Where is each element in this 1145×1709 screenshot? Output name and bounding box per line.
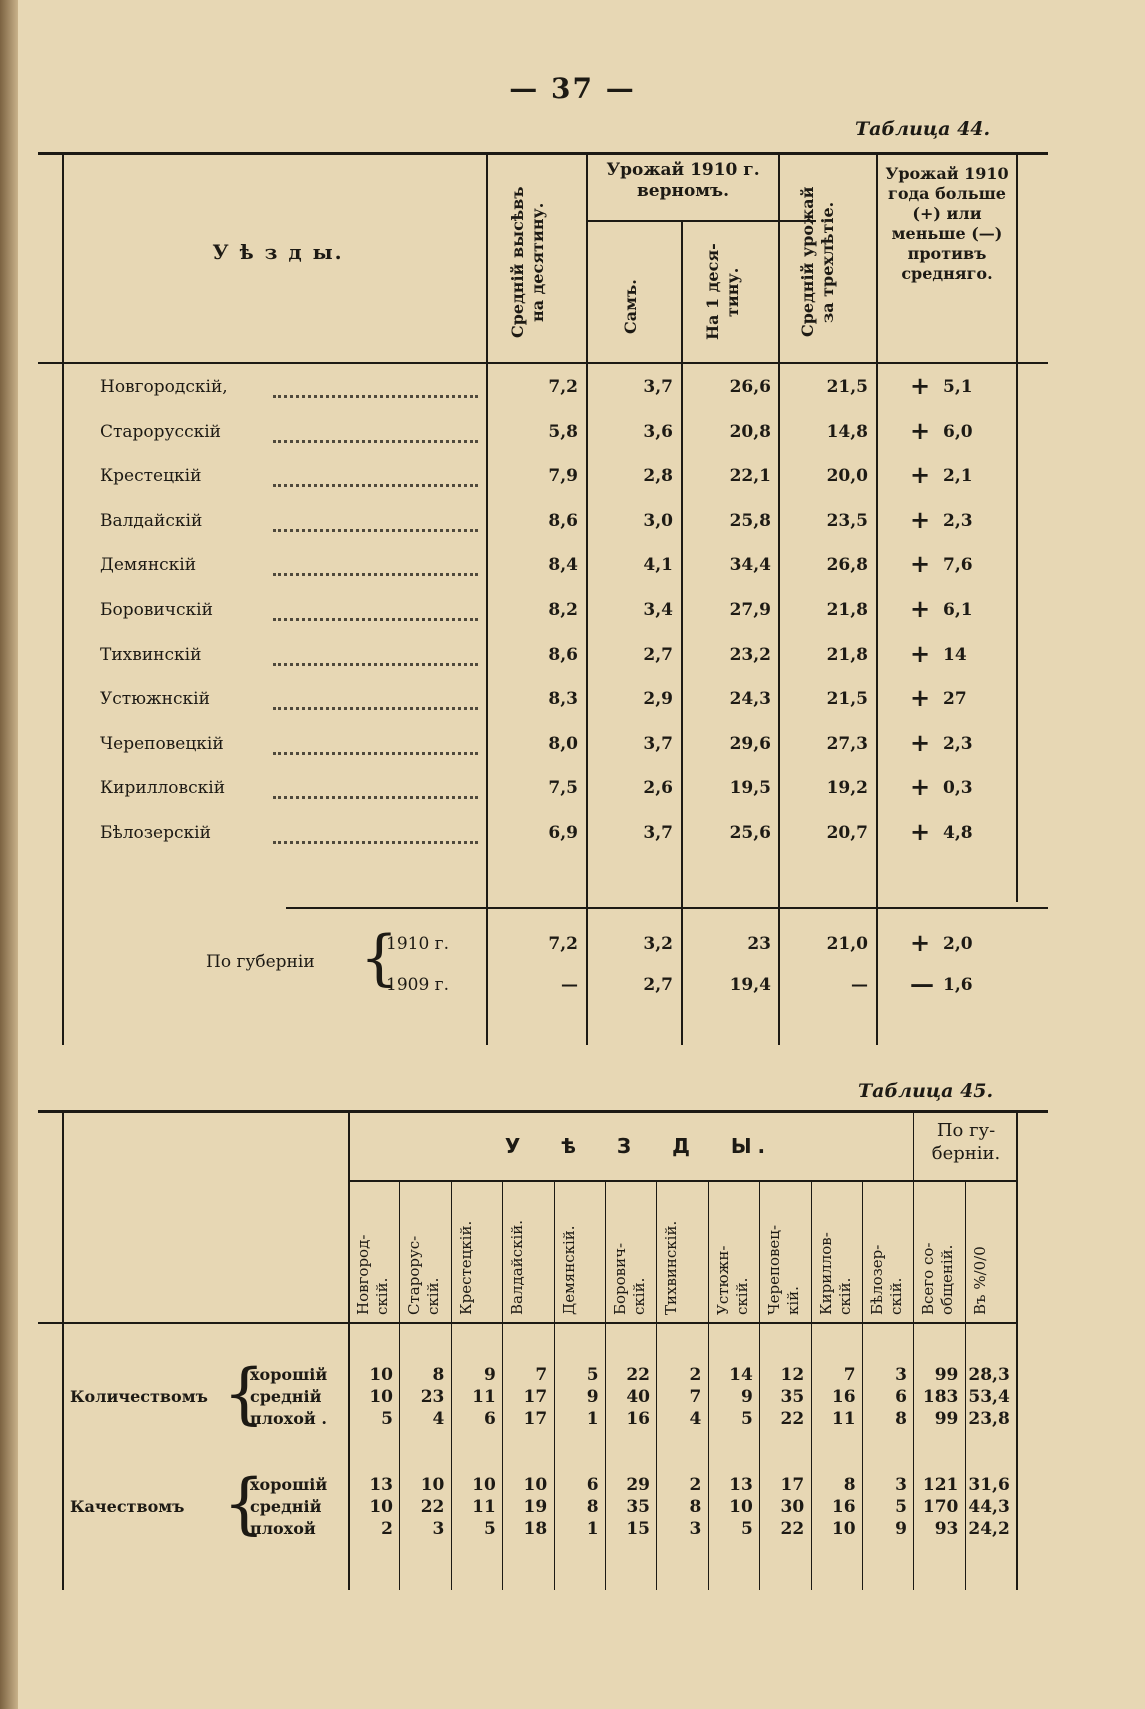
avg-value: 14,8: [826, 421, 868, 442]
cell-value: 6: [483, 1409, 496, 1429]
cell-value: 11: [472, 1497, 496, 1517]
cell-value: 9: [895, 1519, 907, 1539]
district-name: Новгородскiй,: [100, 377, 228, 397]
sam-value: 3,4: [643, 600, 673, 620]
sam-value: 3,7: [643, 823, 673, 843]
cell-value: 8: [843, 1475, 856, 1495]
table-45-header-rule: [38, 1322, 1016, 1324]
cell-value: 8: [689, 1497, 702, 1517]
diff-sign: +: [910, 549, 931, 579]
diff-sign: +: [910, 817, 931, 846]
diff-sign: +: [910, 638, 931, 668]
diff-sign: +: [910, 683, 931, 713]
table-44-right-border: [1016, 152, 1018, 902]
cell-value: 17: [780, 1475, 805, 1495]
avg-value: 21,8: [826, 644, 868, 665]
district-name: Устюжнскiй: [100, 689, 210, 710]
cell-value: 17: [523, 1387, 548, 1407]
cell-value: 44,3: [968, 1497, 1010, 1517]
leader-dots: [273, 821, 478, 844]
cell-value: 22: [780, 1409, 805, 1429]
cell-value: 7: [843, 1365, 856, 1385]
table-44-subheader-rule: [586, 220, 816, 222]
cell-value: 13: [369, 1475, 393, 1495]
column-header: Тихвинскiй.: [662, 1220, 681, 1315]
cell-value: 10: [369, 1387, 393, 1407]
cell-value: 2: [381, 1519, 393, 1539]
per-desyatina-value: 25,8: [729, 510, 771, 531]
diff-sign: +: [910, 772, 931, 802]
diff-value: 1,6: [943, 975, 973, 995]
cell-value: 6: [895, 1387, 907, 1407]
table-45-left-border: [62, 1110, 64, 1590]
cell-value: 53,4: [968, 1387, 1010, 1407]
sam-value: 2,7: [643, 644, 673, 665]
district-name: Боровичскiй: [100, 600, 213, 620]
sown-value: 8,2: [548, 600, 578, 620]
table-44-col-divider: [586, 152, 588, 1045]
cell-value: 22: [780, 1519, 805, 1539]
sam-value: 3,0: [643, 510, 673, 531]
district-name: Кирилловскiй: [100, 778, 226, 799]
column-header: Всего со- общенiй.: [919, 1242, 957, 1315]
column-header: Кириллов- скiй.: [816, 1232, 854, 1315]
cell-value: 16: [831, 1497, 856, 1517]
sam-value: 2,6: [643, 778, 673, 799]
sam-value: 3,6: [643, 421, 673, 442]
column-header: Въ %/0/0: [970, 1246, 989, 1315]
cell-value: 10: [831, 1519, 856, 1539]
per-desyatina-value: 20,8: [729, 421, 771, 442]
district-name: Череповецкiй: [100, 733, 224, 754]
cell-value: 18: [523, 1519, 548, 1539]
page-number: — 37 —: [509, 72, 636, 105]
diff-value: 6,0: [943, 421, 973, 442]
cell-value: 9: [586, 1387, 599, 1407]
leader-dots: [273, 776, 478, 799]
table-44-col-divider: [778, 152, 780, 1045]
diff-sign: —: [910, 969, 934, 998]
avg-value: 20,0: [826, 466, 868, 487]
cell-value: 16: [831, 1387, 856, 1407]
cell-value: 35: [626, 1497, 650, 1517]
cell-value: 6: [586, 1475, 599, 1495]
cell-value: 11: [831, 1409, 856, 1429]
sown-value: 6,9: [548, 823, 578, 843]
table-45-top-rule: [38, 1110, 1048, 1113]
per-desyatina-value: 19,5: [729, 778, 771, 799]
sown-value: —: [561, 975, 578, 995]
cell-value: 99: [934, 1409, 959, 1429]
cell-value: 10: [369, 1365, 393, 1385]
district-name: Бѣлозерскiй: [100, 823, 211, 843]
cell-value: 10: [523, 1475, 548, 1495]
district-name: Крестецкiй: [100, 466, 202, 487]
row-label: плохой: [250, 1519, 316, 1538]
cell-value: 28,3: [968, 1365, 1010, 1385]
header-avg-three-years: Среднiй урожай за трехлѣтiе.: [798, 186, 837, 338]
per-desyatina-value: 22,1: [729, 466, 771, 487]
cell-value: 40: [626, 1387, 650, 1407]
cell-value: 4: [432, 1409, 445, 1429]
diff-value: 6,1: [943, 600, 973, 620]
header-districts-group: У ѣ З Д Ы.: [504, 1134, 772, 1158]
table-44-col-divider: [486, 152, 488, 1045]
column-header: Бѣлозер- скiй.: [868, 1244, 905, 1315]
leader-dots: [273, 643, 478, 666]
district-name: Валдайскiй: [100, 510, 203, 531]
diff-value: 14: [943, 644, 967, 665]
cell-value: 9: [483, 1365, 496, 1385]
diff-value: 27: [943, 689, 967, 710]
leader-dots: [273, 732, 478, 755]
cell-value: 17: [523, 1409, 548, 1429]
row-label: плохой .: [250, 1409, 327, 1428]
cell-value: 2: [689, 1475, 702, 1495]
leader-dots: [273, 375, 478, 398]
cell-value: 4: [689, 1409, 702, 1429]
column-header: Крестецкiй.: [456, 1220, 475, 1315]
district-name: Тихвинскiй: [100, 644, 202, 665]
cell-value: 19: [523, 1497, 548, 1517]
header-sam: Самъ.: [621, 279, 640, 335]
group-label: Качествомъ: [70, 1497, 185, 1516]
cell-value: 3: [895, 1475, 907, 1495]
diff-sign: +: [910, 371, 931, 400]
cell-value: 8: [432, 1365, 445, 1385]
row-label: хорошiй: [250, 1475, 328, 1494]
leader-dots: [273, 509, 478, 532]
diff-value: 5,1: [943, 377, 973, 397]
cell-value: 3: [895, 1365, 907, 1385]
column-header: Череповец- кiй.: [765, 1224, 802, 1315]
avg-value: —: [851, 975, 868, 995]
header-districts: У ѣ з д ы.: [212, 240, 344, 264]
leader-dots: [273, 464, 478, 487]
cell-value: 22: [420, 1497, 445, 1517]
avg-value: 26,8: [826, 555, 868, 576]
row-label: среднiй: [250, 1387, 322, 1406]
province-year: 1909 г.: [386, 975, 449, 995]
sam-value: 4,1: [643, 555, 673, 576]
avg-value: 21,0: [826, 934, 868, 954]
diff-value: 4,8: [943, 823, 973, 843]
sown-value: 8,0: [548, 733, 578, 754]
district-name: Демянскiй: [100, 555, 197, 576]
brace-symbol: {: [223, 1355, 265, 1432]
leader-dots: [273, 553, 478, 576]
diff-value: 7,6: [943, 555, 973, 576]
column-header: Валдайскiй.: [508, 1219, 527, 1315]
table-44-top-rule: [38, 152, 1048, 155]
cell-value: 1: [586, 1409, 599, 1429]
avg-value: 23,5: [826, 510, 868, 531]
table-45: [38, 1110, 1048, 1590]
diff-sign: +: [910, 504, 931, 534]
cell-value: 3: [689, 1519, 702, 1539]
table-44-caption: Таблица 44.: [855, 118, 991, 140]
group-label: Количествомъ: [70, 1387, 208, 1406]
leader-dots: [273, 598, 478, 621]
diff-value: 2,3: [943, 510, 973, 531]
per-desyatina-value: 34,4: [729, 555, 771, 576]
brace-symbol: {: [223, 1465, 265, 1542]
cell-value: 10: [369, 1497, 393, 1517]
sown-value: 7,2: [548, 377, 578, 397]
cell-value: 10: [420, 1475, 445, 1495]
cell-value: 5: [740, 1519, 753, 1539]
cell-value: 16: [626, 1409, 650, 1429]
per-desyatina-value: 29,6: [729, 733, 771, 754]
cell-value: 99: [934, 1365, 959, 1385]
diff-value: 0,3: [943, 778, 973, 799]
row-label: хорошiй: [250, 1365, 328, 1384]
column-header: Новгород- скiй.: [354, 1234, 391, 1315]
diff-sign: +: [910, 727, 931, 757]
leader-dots: [273, 420, 478, 443]
header-sown: Среднiй высѣвъ на десятину.: [508, 186, 547, 338]
table-44: [38, 152, 1048, 1045]
cell-value: 121: [922, 1475, 959, 1495]
cell-value: 10: [729, 1497, 753, 1517]
sam-value: 2,8: [643, 466, 673, 487]
table-44-header-rule: [38, 362, 1048, 364]
cell-value: 2: [689, 1365, 702, 1385]
cell-value: 9: [740, 1387, 753, 1407]
sam-value: 3,7: [643, 377, 673, 397]
sam-value: 3,7: [643, 733, 673, 754]
avg-value: 21,5: [826, 377, 868, 397]
header-difference: Урожай 1910 года больше (+) или меньше (—) противъ средняго.: [885, 164, 1009, 283]
diff-sign: +: [910, 460, 931, 490]
column-header: Борович- скiй.: [611, 1242, 648, 1315]
cell-value: 3: [432, 1519, 445, 1539]
diff-sign: +: [910, 415, 931, 445]
cell-value: 7: [535, 1365, 548, 1385]
per-desyatina-value: 25,6: [729, 823, 771, 843]
table-45-col-divider: [913, 1110, 914, 1590]
column-header: Устюжн- скiй.: [713, 1245, 751, 1315]
cell-value: 22: [626, 1365, 650, 1385]
brace-symbol: {: [360, 923, 399, 993]
cell-value: 14: [729, 1365, 753, 1385]
table-44-left-border: [62, 152, 64, 1045]
cell-value: 15: [626, 1519, 650, 1539]
table-44-col-divider: [876, 152, 878, 1045]
sown-value: 8,3: [548, 689, 578, 710]
sown-value: 7,5: [548, 778, 578, 799]
per-desyatina-value: 23,2: [729, 644, 771, 665]
per-desyatina-value: 27,9: [729, 600, 771, 620]
cell-value: 12: [780, 1365, 805, 1385]
table-45-caption: Таблица 45.: [858, 1080, 994, 1102]
cell-value: 93: [934, 1519, 959, 1539]
cell-value: 5: [895, 1497, 907, 1517]
diff-sign: +: [910, 594, 931, 623]
diff-value: 2,1: [943, 466, 973, 487]
district-name: Старорусскiй: [100, 421, 221, 442]
avg-value: 19,2: [826, 778, 868, 799]
cell-value: 29: [626, 1475, 650, 1495]
cell-value: 5: [483, 1519, 496, 1539]
table-45-group-rule: [348, 1180, 1016, 1182]
cell-value: 10: [472, 1475, 496, 1495]
sam-value: 2,9: [643, 689, 673, 710]
column-header: Староруc- скiй.: [405, 1235, 443, 1315]
cell-value: 11: [472, 1387, 496, 1407]
header-province-group: По гу- бернiи.: [931, 1120, 1001, 1164]
sown-value: 8,6: [548, 644, 578, 665]
sown-value: 8,4: [548, 555, 578, 576]
header-harvest-1910: Урожай 1910 г. верномъ.: [606, 160, 760, 202]
table-45-col-divider: [348, 1110, 350, 1590]
cell-value: 7: [689, 1387, 702, 1407]
table-44-total-rule: [286, 907, 1048, 909]
cell-value: 23: [420, 1387, 445, 1407]
diff-value: 2,0: [943, 934, 973, 954]
per-desyatina-value: 19,4: [729, 975, 771, 995]
row-label: среднiй: [250, 1497, 322, 1516]
per-desyatina-value: 26,6: [729, 377, 771, 397]
leader-dots: [273, 687, 478, 710]
cell-value: 5: [381, 1409, 393, 1429]
province-label: По губернiи: [206, 952, 315, 972]
avg-value: 21,8: [826, 600, 868, 620]
per-desyatina-value: 24,3: [729, 689, 771, 710]
cell-value: 183: [922, 1387, 959, 1407]
book-spine-shadow: [0, 0, 18, 1709]
table-44-col-divider: [681, 220, 683, 1045]
cell-value: 5: [740, 1409, 753, 1429]
cell-value: 1: [586, 1519, 599, 1539]
diff-sign: +: [910, 928, 931, 957]
avg-value: 21,5: [826, 689, 868, 710]
per-desyatina-value: 23: [747, 934, 771, 954]
header-per-desyatina: На 1 деся- тину.: [703, 243, 742, 341]
sown-value: 7,2: [548, 934, 578, 954]
cell-value: 35: [780, 1387, 805, 1407]
cell-value: 23,8: [968, 1409, 1010, 1429]
cell-value: 13: [729, 1475, 753, 1495]
sam-value: 2,7: [643, 975, 673, 995]
cell-value: 8: [895, 1409, 907, 1429]
table-45-right-border: [1016, 1110, 1018, 1590]
diff-value: 2,3: [943, 733, 973, 754]
column-header: Демянскiй.: [559, 1225, 578, 1315]
cell-value: 170: [922, 1497, 959, 1517]
cell-value: 8: [586, 1497, 599, 1517]
sown-value: 7,9: [548, 466, 578, 487]
cell-value: 30: [780, 1497, 805, 1517]
sown-value: 8,6: [548, 510, 578, 531]
cell-value: 31,6: [968, 1475, 1010, 1495]
sown-value: 5,8: [548, 421, 578, 442]
cell-value: 24,2: [968, 1519, 1010, 1539]
sam-value: 3,2: [643, 934, 673, 954]
avg-value: 20,7: [826, 823, 868, 843]
cell-value: 5: [586, 1365, 599, 1385]
province-year: 1910 г.: [386, 934, 449, 954]
avg-value: 27,3: [826, 733, 868, 754]
